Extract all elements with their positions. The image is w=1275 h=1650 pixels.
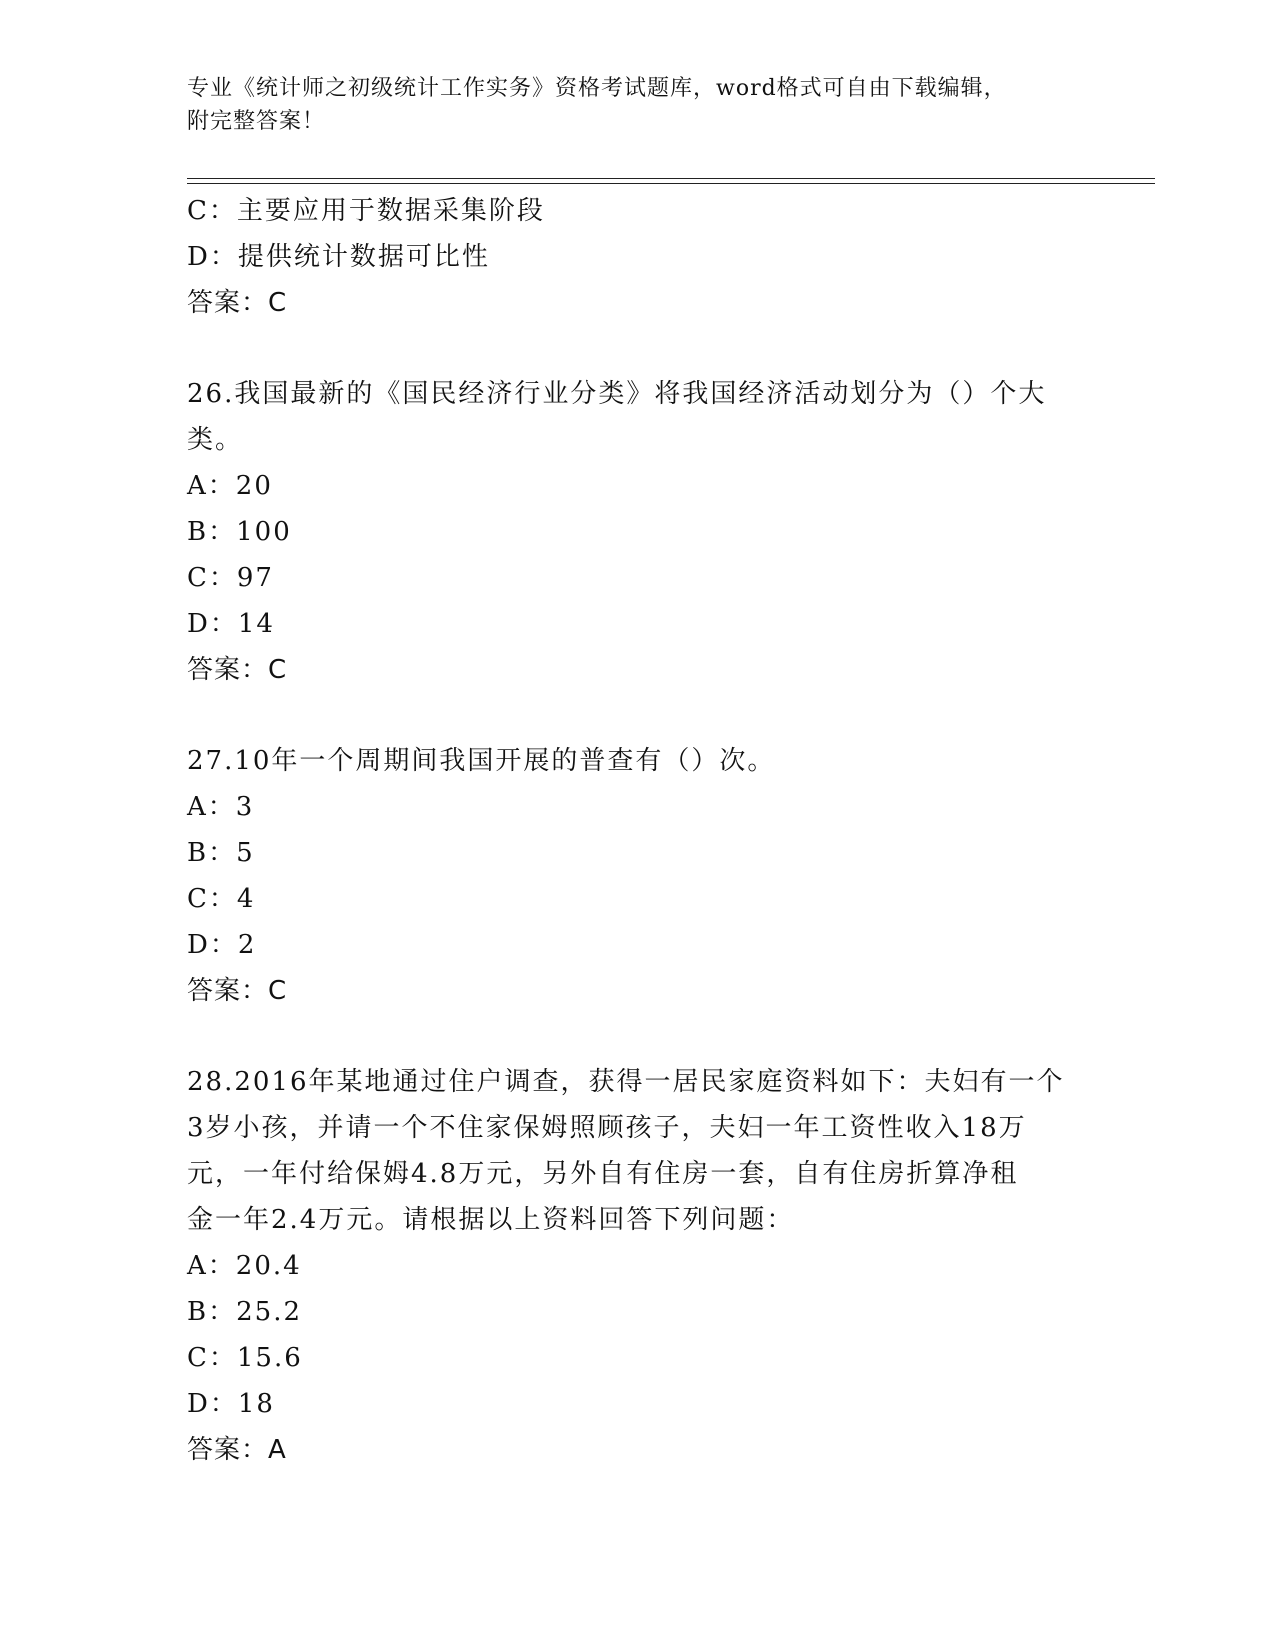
answer: 答案：A — [187, 1435, 287, 1465]
question-list — [187, 188, 1087, 1473]
answer: 答案：C — [187, 655, 288, 685]
option-a: A：3 — [187, 792, 255, 822]
question-stem-line: 3岁小孩，并请一个不住家保姆照顾孩子，夫妇一年工资性收入18万 — [187, 1113, 1027, 1143]
header-line-1: 专业《统计师之初级统计工作实务》资格考试题库，word格式可自由下载编辑， — [187, 76, 1007, 101]
header-divider-top — [187, 178, 1155, 179]
question-stem-line: 类。 — [187, 425, 244, 455]
option-c: C：97 — [187, 563, 274, 593]
option-a: A：20.4 — [187, 1251, 302, 1281]
option-d: D：14 — [187, 609, 275, 639]
option-b: B：100 — [187, 517, 292, 547]
question-27 — [187, 738, 1087, 1014]
question-stem-line: 28.2016年某地通过住户调查，获得一居民家庭资料如下：夫妇有一个 — [187, 1067, 1065, 1097]
option-c: C：主要应用于数据采集阶段 — [187, 196, 545, 226]
option-b: B：25.2 — [187, 1297, 302, 1327]
answer: 答案：C — [187, 976, 288, 1006]
question-25-tail — [187, 188, 1087, 326]
question-stem-line: 金一年2.4万元。请根据以上资料回答下列问题： — [187, 1205, 795, 1235]
option-d: D：提供统计数据可比性 — [187, 242, 490, 272]
option-b: B：5 — [187, 838, 255, 868]
question-stem-line: 元，一年付给保姆4.8万元，另外自有住房一套，自有住房折算净租 — [187, 1159, 1019, 1189]
question-28 — [187, 1059, 1087, 1473]
document-header — [187, 72, 1087, 138]
option-c: C：4 — [187, 884, 256, 914]
header-line-2: 附完整答案！ — [187, 109, 326, 134]
option-c: C：15.6 — [187, 1343, 303, 1373]
question-stem-line: 27.10年一个周期间我国开展的普查有（）次。 — [187, 746, 776, 776]
question-stem-line: 26.我国最新的《国民经济行业分类》将我国经济活动划分为（）个大 — [187, 379, 1047, 409]
answer: 答案：C — [187, 288, 288, 318]
option-d: D：18 — [187, 1389, 275, 1419]
option-a: A：20 — [187, 471, 273, 501]
option-d: D：2 — [187, 930, 257, 960]
header-divider-bottom — [187, 183, 1155, 184]
question-26 — [187, 371, 1087, 693]
